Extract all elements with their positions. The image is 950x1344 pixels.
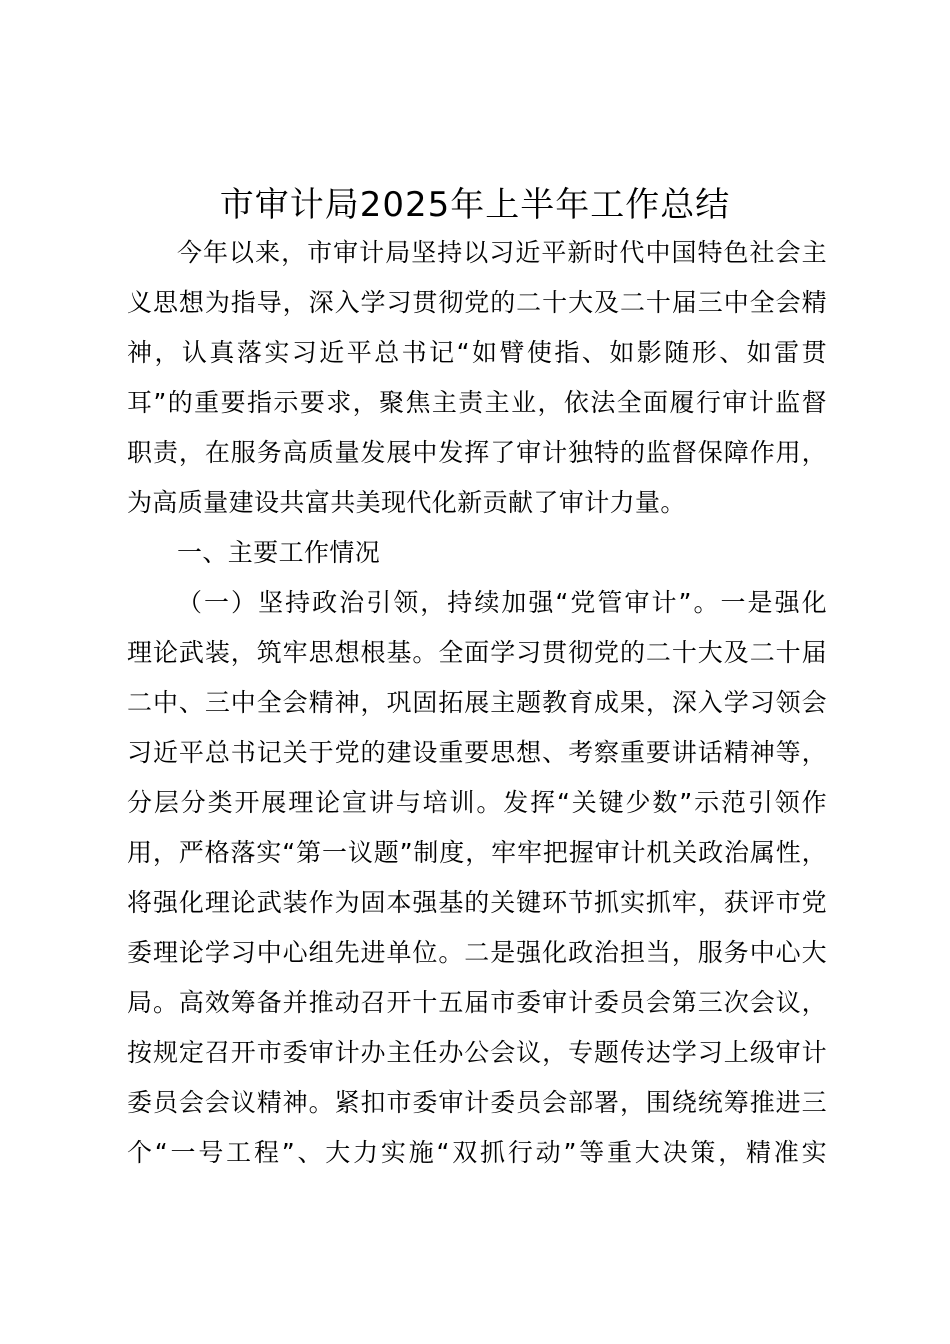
paragraph-line: 为高质量建设共富共美现代化新贡献了审计力量。 [127,488,686,517]
paragraph-line: 理论武装，筑牢思想根基。全面学习贯彻党的二十大及二十届 [127,638,827,667]
paragraph-line: 职责，在服务高质量发展中发挥了审计独特的监督保障作用， [127,438,827,467]
paragraph-line: 局。高效筹备并推动召开十五届市委审计委员会第三次会议， [127,988,827,1017]
paragraph-line: 分层分类开展理论宣讲与培训。发挥“关键少数”示范引领作 [127,788,827,817]
paragraph-line: （一）坚持政治引领，持续加强“党管审计”。一是强化 [177,588,827,617]
paragraph-line: 今年以来，市审计局坚持以习近平新时代中国特色社会主 [177,238,827,267]
paragraph-line: 委员会会议精神。紧扣市委审计委员会部署，围绕统筹推进三 [127,1088,827,1117]
paragraph-line: 用，严格落实“第一议题”制度，牢牢把握审计机关政治属性， [127,838,827,867]
paragraph-line: 按规定召开市委审计办主任办公会议，专题传达学习上级审计 [127,1038,827,1067]
paragraph-line: 委理论学习中心组先进单位。二是强化政治担当，服务中心大 [127,938,827,967]
paragraph-line: 个“一号工程”、大力实施“双抓行动”等重大决策，精准实 [127,1138,827,1167]
document-title: 市审计局2025年上半年工作总结 [219,185,731,225]
paragraph-line: 二中、三中全会精神，巩固拓展主题教育成果，深入学习领会 [127,688,827,717]
paragraph-line: 耳”的重要指示要求，聚焦主责主业，依法全面履行审计监督 [127,388,827,417]
paragraph-line: 义思想为指导，深入学习贯彻党的二十大及二十届三中全会精 [127,288,827,317]
paragraph-line: 神，认真落实习近平总书记“如臂使指、如影随形、如雷贯 [127,338,827,367]
section-heading: 一、主要工作情况 [177,538,381,567]
paragraph-line: 将强化理论武装作为固本强基的关键环节抓实抓牢，获评市党 [127,888,827,917]
paragraph-line: 习近平总书记关于党的建设重要思想、考察重要讲话精神等， [127,738,827,767]
